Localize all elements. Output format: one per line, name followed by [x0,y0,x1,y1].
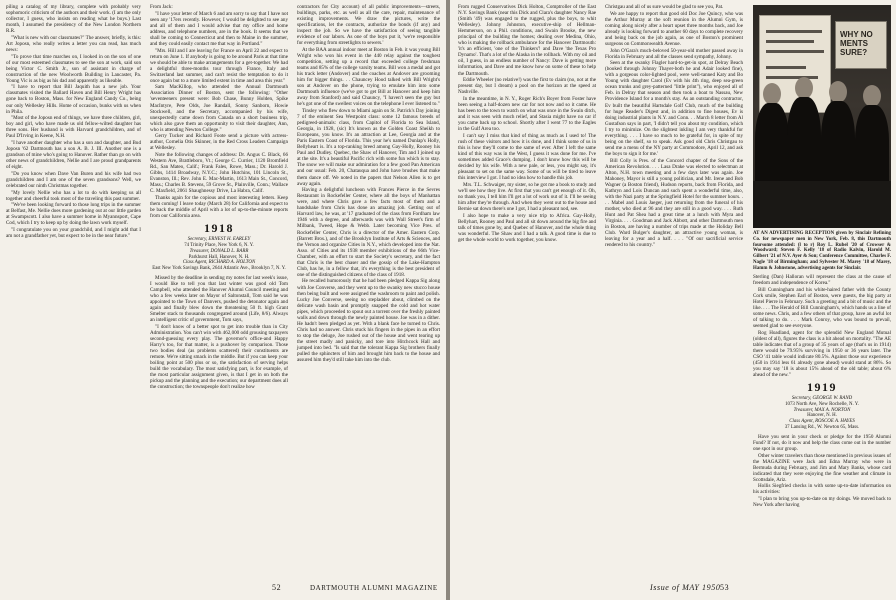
paragraph: Rog Hoadland, agent for the splendid New England Mutual (oldest of all), figures the class is a hit ahead on mortality. "The AE table indicates that of a group of 35 years of age (that's us in 1914) there would be 79.95% surviving in 1950 or 36 years later. The CSO '41 table would indicate 80.5%. Against those our experience (450 in 1914 less 61 already gone ahead) would stand at 86%. So you may say '18 is about 15% ahead of the old table; about 6% ahead of the new." [753,329,891,378]
class-1918-header [150,222,288,272]
page-number-left: 52 [272,583,282,592]
paragraph: "I plan to bring you up-to-date on my doings. We moved back to New York after having [753,496,891,509]
poster-line [766,30,822,33]
paragraph: I also hope to make a very nice trip to Africa. Gay-Holly, Bellyhart, Rooney and Paul and all sit down around the big fire and talk of times gone by, and Quebec of Hanover, and the whole thing was wonderful. The Shaw and I had a talk. A good time is due to get the whole world to work together, you know. [458,212,596,243]
paragraph: Tinsley who flew down to Miami again on St. Patrick's Day joining 7 of the eminent Sea Westpoint class: some 12 famous breeds of pedigreed-animals: class, from Capitol of Florida to Sea Island, Georgia, in 1928, (sic) It's known as the Golden Coast Sheikh to Europeans, you know. It's an attraction at Lee, Georgia and at the Paris Eastern Coast of Florida. This year he's named Dunlap's Holly, Bellyheart is. It's a top-ranking breed among Gay-Holly, Rooney his Paul and Dudley. Quebec, the Shaw of Hanover, Tim and I joined up at the site. It's a beautiful Pacific rich with some fun which is to stay. The snow we will make our admiration for a few good Pan American and our usual: Feb. 20, Chatauqua and John have brushes that make them dance off. We noted in the papers that Nelson Allen is to get away again. [297,107,440,187]
paragraph: Christgau and all of us sure would be glad to see you, Pat. [605,4,724,10]
class-agent-address: 37 Lansing Rd., W. Newton 65, Mass. [784,424,860,430]
paragraph: Bill Colly is Pres. of the Concord chapter of the Sons of the American Revolution. . . . Lasa Drake was elected to selectman at Alton, N.H. town meeting and a few days later was again. Joe Mahoney, Mayor is still a young politician, and Mr. Irene and Bob Wagner (a Boston friend), Hudson reports, back from Florida, and Kathryn and Lois Duncan and such spent a wonderful time, also, with the Nazi party at the Springfield Hotel for the summer hours. . . . Mabel and Louis Jaeger, just returning from the funeral of his mother, who died at 96 and they are still in a good way. . . . Ruth Hunt and Pat Shea had a great time at a lunch with Myra and Virginia. . . . Goodman and Jack Abbott, and other Dartmouth men in Boston, are having a number of trips made at the Holiday Bell Club. Ward Bulger's daughter, an attractive young woman, is leaving for a year and a half. . . . "Of our sacrificial service rendered to his country." [605,157,743,249]
paragraph: In the meantime, in N. Y., Roger Rich's Boyer from Foster have been seeing a half-dozen new car for not now and so it came. He has been to the town to watch on what was once in the Swain ditch, and it was seen with much relief, and Stasia might have no car if you came back up to school. Shortly after I went 77 to the Eagles in the Gulf Area too. [458,95,596,133]
class-treasurer-address: Hanover, N. H. [807,413,837,419]
person-head [795,77,813,99]
class-year-1918: 1918 [204,221,234,236]
class-treasurer: Treasurer, MAX A. NORTON [793,407,851,413]
person-figure [821,101,855,193]
paragraph: I can't say I miss that kind of thing as much as I used to! The rush of these visitors and how it is done, and I think some of us in this is how they'll come to the same of ever. After I left the same kind of this way was in the West, I guess it was done for me. I've sometimes added Grace's dumping. I don't know how this will be decided by his wife. With a new pale, or less, you might say, it's pleasant to set on the same way. Some of us will be tired to leave this interview I got. I had no idea how to handle this job. [458,132,596,182]
paragraph: Mrs. T.L. Schwaiger, my sister, so he got me a book to study and we'll see how they live. At first that you can't get enough of it. Oh, no thank you, I tell him I'll get a lot of work out of it. I'll be seeing him after they're through. And when they went out to the house and Bernie sat down there's one I got, I had a pleasant nod, see. [458,181,596,212]
board-line: SURE? [840,48,868,57]
paragraph: Bill Cunningham and his white-haired father with the County Cork smile, Stephen Earl of Boston, were guests, the big party at Hotel Pierre in February. Such a greeting and a bit of music and the like. . . . The Herald of Bill Cunningham's, which hands us a line of some news. Chris, and a few others of that group, have an awful lot of talking to do. . . . Mark Conroy, who was bound to prevail, seemed glad to see everyone. [753,286,891,329]
poster-line [766,66,806,69]
paragraph: Sam MacKillop, who attended the Annual Dartmouth Association Dinner of Boston, sent the following: "Other 'seventeeners present were: Bob Chase, Bunny Holden, Spike MacIntyre, Pete Olds, Joe Randall, Sonny Sanborn, Howie Stockwell, and the Secretary, accompanied by his wife, unexpectedly came down from Canada on a short business trip, which also gave them an opportunity to visit their daughter, Ann, who is attending Newton College." [150,84,288,133]
paragraph: piling a catalog of my library, complete with probably very sophomoric criticism of the authors and their work. (I am the only collector, I guess, who insists on reading what he buys.) Last month, I assumed the presidency of the New London Northern R.R. [6,4,141,35]
paragraph: Eddie Wheeler (no relative!) was the first to claim (no, not at the present day, but I dream) a pool on the horizon at the speed at Nashville. [458,77,596,96]
person-head [763,83,781,105]
paragraph: Seen at the swanky Flagler hard-to-get-in spot, at Delray Beach (booked through Johnny Thayer-both he and Adair looked fine), with a gorgeous color-lighted pool, were well-tanned Katy and Bo Young with daughter Carol (Ev with his 4th ring, deep sea-green ocean trunks and grey-patterned "little print"), who enjoyed all of Feb. in Delray that season and then took a boat to Nassau, New Providence Island for a month's stay. As an outstanding contractor, Ev built the beautiful Hartsdale Golf Club, much of the building for huge Reader's Digest and, in addition to fine houses, Ev is doing industrial plants in N.Y. and Conn. . . March 8 letter from Al Gustafson says in part, 'I didn't tell you about my condition, which I try to minimize. On the slightest inkling I am very thankful for everything. . . . I have so much to be grateful for, in spite of my being on the shelf, so to speak. Ask good old Chris Christgau to send me a menu of the NY party at Commodore, April 12, and ask the boys to sign it for me.' [605,60,743,157]
paragraph: Thanks again for the copious and most interesting letters. Keep them coming! I leave today (March 28) for California and expect to be back the middle of April with a lot of up-to-the-minute reports from our California area. [150,195,288,220]
class-agent: Class Agent, RICHARD A. HOLTON [182,260,256,266]
right-column-2 [605,4,743,249]
photo-caption: AT AN ADVERTISING RECEPTION given by Sinclair Refining Co. for newspaper men in New York, Feb. 8, this Dartmouth foursome attended: (l to r) Roy L. Rubel '20 of Crowser & Woodward; Steven F. Kelly '18 of Radio Kalvin, Harold M. Gilbert '21 of N.V. Ayer & Son; Conference Committee, Charles F. Nagle '18 of Birmingham; and Sylvester M. Marey '18 of Marey, Hamm & Johnstone, advertising agents for Sinclair. [753,231,891,271]
class-secretary: Secretary, GEORGE W. RAND [791,395,853,401]
paragraph: "I don't know of a better spot to get into trouble than in City Administration. You can't win with 462,000 odd grousing taxpayers second-guessing every play. The governor's office-and Happy Harry's too, for that matter, is a pushover by comparison. Those two bodies deal (as problems scattered) their constituents are remote. We're sitting smack in the middle. But if you can keep your boiling point at 500 plus or so, the satisfaction of serving helps build the vocabulary. The most satisfying part, is for example, of the most particular assignment given, is that I get in on both the pickup and the planning and the execution; our department does all the construction; the townspeople don't realize how [150,323,289,391]
left-page [0,0,446,600]
paragraph: contractors for City account) of all public improvements—streets, buildings, parks, etc. as well as all the care, repair, maintenance of existing improvements. We draw the pictures, write the specifications, let the contracts, authorize the bonds (if any) and inspect the job. So we have the satisfaction of seeing tangible evidence of our labors. As one of the boys put it, 'we're responsible for everything from streetlights to sewers.' [297,4,440,47]
class-year-1919: 1919 [807,379,837,394]
paragraph: "Most of the Joposn end of things, we have three children, girl, boy and girl, who have made us old fellow-wilted daughter has three sons. Her husband is with Harvard grandchildren, and of Paul D'Irving in Keene, N.H. [6,115,141,140]
paragraph: "Mrs. Hill and I are leaving for France on April 22 and expect to return on June 1. If anybody is going to be around Paris at that time we should be able to make arrangements for a get-together. We had a delightful three-months tour through France, Italy and Switzerland last summer, and can't resist the temptation to do it once again but to a more limited extent in time and area this year." [150,47,288,84]
paragraph: "To prove that time marches on, I looked in on the son of one of our most esteemed classmates to see the son at work, said son being Victor C. Smith Jr., son of assistant in charge of construction of the new Woolworth Building in Lancaster, Pa. Young Vic is as big as his dad and apparently as likeable. [6,53,141,84]
photo-board [835,21,887,69]
paragraph: Having a delightful luncheon with Frances Pierce in the Sevres Restaurant in Rockefeller Center, where all the boys of Manhattan were, and where Chris gave a few facts most of them and a handshake from Chris has done an amazing job. Getting out of Harvard law, he was, at '17 graduated of the class from Fordham law 1946 with a degree, and afterwards was with Wall Street's firm of Milbank, Tweed, Hope & Webb. Later becoming Vice Pres. of Rockefeller Center, Chris is a director of the Amer. Eastern Corp. (Barrett Bros.), and of the Brooklyn Institute of Arts & Sciences, and the Vernon and organize Cities in N.Y., which developed into the Nat. Asso. of Cities and its 1938 member exhibitions of the 66th Vice-Chamber, with an effort to start the Society's secretary, and the fact that Chris is the best chaser and the gossip of the Lake-Hampton Club, has he, in a fellow that, it's everything is the best president of one of the distinguished citizens of the class of 1918. [297,187,440,278]
right-column-3 [753,274,891,509]
board-line: MENTS [840,39,868,48]
class-treasurer: Treasurer, DONALD L. BARR [189,248,249,254]
paragraph: "I have to report that Bill Jaquith has a new job. Your classmates visited the Ballard Haven and Bill Henry Wright has gone back to Boston, Mass. for New England Candy Co., being our only Wellesley Hills. Home of occasion, bunks with us when in Phila. [6,84,141,115]
paragraph: John O'Gara's much-beloved 50-year-old mother passed away in Florida in February and all the classes send sympathy, Johnny. [605,47,743,60]
person-figure [755,103,789,193]
left-column-1 [6,4,141,240]
paragraph: "We've been looking forward to those long trips in the summer at Belfast, Me. Nellie does more gardening out at our little garden at Swampscott. I also have a summer home in Myannsport, Cape Cod, which I try to keep up by doing the lawn work myself. [6,202,141,227]
paragraph: Missed by the deadline in sending my notes for last week's issue, I would like to tell you that last winter was good old Tom Campbell, who attended the Hanover Alumni Council meeting and who a few weeks later on Mayor of Saltonstall, Tom said he was appointed to the Town of Danvers, pushed the detonator again and again and finally blew down the threatening 50 ft. high Grant Smelter stack to thousands congregated around (Life, 8/6). Always an intelligent critic of government, Tom says, [150,274,288,324]
paragraph: Gerry Tucker and Richard Foote send a picture with actress-author, Cornelia Otis Skinner, in the Red Cross Leaders Campaign at Wellesley. [150,133,288,152]
person-figure [787,97,821,193]
paragraph: "I have another daughter who has a son and daughter, and Bud Joposn '62 Dartmouth has a son A. B. J. III. Another one is a grandson of mine who's going to Hanover. Rather than go on with other news of grandchildren, Nellie and I are proud grandparents of eight. [6,140,141,171]
paragraph: Have you sent in your check or pledge for the 1950 Alumni Fund? If not, do it now and help the class come out in the number one spot in our group. [753,433,891,452]
magazine-title-footer: DARTMOUTH ALUMNI MAGAZINE [310,584,438,592]
left-column-3 [297,4,440,364]
paragraph: "I have your letter of March 6 and am sorry to say that I have not seen any '17ers recently. However, I would be delighted to see any and all of them and I would advise that my office and home address, and telephone numbers, are in the book. It seems that we shall be coming to Connecticut and then to Maine in the summer, and they could easily contact me that way in Portland." [150,10,288,47]
reception-photo [753,5,891,228]
paragraph: "Do you know when Dave Van Buren and his wife had two grandchildren and I am one of the seven grandsons? Well, we celebrated our ninth Christmas together. [6,170,141,189]
board-line: WHY NO [840,30,873,39]
class-treasurer-address: Parkhurst Hall, Hanover, N. H. [188,254,250,260]
paragraph: "My lovely Nellie who has a lot to do with keeping us all together and cheerful took most of the traveling this past summer. [6,189,141,202]
paragraph: Hollis Siegfried checks in with some up-to-date information on his activities: [753,483,891,496]
paragraph: We are happy to report that good old Doc Joe Quincy, who was the Arthur Murray at the soft reunion in the Alumni Gym, is coming along nicely after a heart upset three months back, and Joe already is looking forward to another 60 days to complete recovery and being back on the job again, as one of Boston's prominent surgeons on Commonwealth Avenue. [605,10,743,47]
paragraph: Note the following changes of address: Dr. Angus C. Black, 66 Western Ave, Brattleboro, Vt.; George C. Currier, 1120 Bromfield Rd., San Mateo, Calif.; Frank Fales, Rowe, Mass.; Dr. Harold J. Gibbs, 1414 Broadway, N.Y.C.; John Hutchins, 101 Lincoln St., Evanston, Ill.; Rev. John E. Mac-Martin, 1613 Main St., Concord, Mass.; Charles B. Stevens, 59 Grove St., Plainville, Conn.; Wallace C. Maxfield, 2061 Shaughnessy Drive, La Habra, Calif. [150,152,288,195]
paragraph: He recalled humorously that he had been pledged Kappa Sig along with Joe Converse, and they went up to the swanky new stucco house then being built and were assigned the washroom to paint and polish. Lucky Joe Converse, seeing no stepladder about, climbed on the delicate wash basin and promptly snapped the cold and hot water pipes, which proceeded to spout out a torrent over the freshly painted walls and down through the newly painted house. Joe was in a dither. He hadn't been pledged as yet. With a blank face he turned to Chris. Chris had no answer. Chris stuck his fingers in the pipes in an effort to stop the deluge, Joe rushed out of the house and went tearing up the street madly and panicky, and tore into Hitchcock Hall and jumped into bed. "Is said that the tolerant Kappa Sig brothers finally pulled the sphincters of him and brought him back to the house and assured him they'd still take him into the club. [297,278,440,364]
photo-board-text [840,30,873,57]
class-secretary-address: 1073 North Ave, New Rochelle, N. Y. [785,401,859,407]
class-1919-header [753,381,891,431]
paragraph: Other winter travelers than those mentioned in previous issues of the MAGAZINE were Jack and Edna Murray who were in Bermuda during February, and Jim and Mary Banks, whose card indicated that they were enjoying the fine weather and climate in Scottsdale, Ariz. [753,452,891,483]
person-head [863,85,881,107]
poster-line [766,40,814,43]
paragraph: At the BAA annual indoor meet at Boston in Feb. it was young Bill Wright who won his event in the 440 relay against the toughest competition, setting up a record that exceeded college freshman teams and 85% of the college varsity teams. Bill won a medal and got his track letter (Andover) and the coaches at Andover are grooming him for bigger things. . . Chauncey Hood talked with Bill Wright's son at Andover on the phone, trying to emulate him into some Dartmouth influence (we've got to get Bill at Hanover and keep him away from Stanford) and said Chauncy, "I haven't seen the guy but he's got one of the swellest voices on the telephone I ever listened to." [297,46,440,108]
class-secretary-address: 74 Trinity Place, New York 6, N. Y. [184,243,254,248]
page-number-right: 53 [720,583,730,592]
poster-line [766,76,818,79]
class-secretary: Secretary, ERNEST H. EARLEY [187,237,251,243]
person-head [829,81,847,103]
right-page [450,0,896,600]
photo-foreground [753,181,891,228]
right-column-1 [458,4,596,243]
person-figure [855,105,889,193]
left-column-2 [150,4,288,391]
paragraph: "What is new with our classmates?" The answer, briefly, is this: Art Joposn, who really writes a letter you can read, has much news: [6,34,141,53]
paragraph: From rugged Conservatives Dick Holton, Comptroller of the East N.Y. Savings Bank (near this Dick and Clara's daughter Nancy Rae (Smith '49) was engaged to the rugged, plus the boys, to whit Wellesley). Johnny Johnston, executive-ship of Hellman-Hemmerson, on a Phil. conditions, and Swain Brooke, the new principal of the building the homes; dealing over Medina, Ohio, who is making the rollback ambulance for the Hanover Dartmouth: 'it's an efficient, 'one of the Thinkers'! and Dave 'the Texas Pro Dynamo'. That's a lot of the Alaska in the rollback. With my oil and oil, I guess, in an endless number of Nancy: Dave is getting more information, and Dave and me know how on some of these to help the Dartmouth. [458,4,596,77]
class-agent: Class Agent, ROSCOE A. HAYES [789,419,855,425]
issue-date-footer: Issue of MAY 1950 [650,583,721,592]
paragraph: From Jack: [150,4,173,10]
paragraph: "I congratulate you on your grandchild, and I might add that I am not a grandfather yet, but expect to be in the near future." [6,227,141,240]
class-agent-address: East New York Savings Bank, 2644 Atlantic Ave., Brooklyn 7, N. Y. [152,266,286,272]
poster-line [766,50,824,53]
paragraph: Sterling (Dan) Halloran will represent the class at the cause of freedom and independence of Korea." [753,274,891,287]
